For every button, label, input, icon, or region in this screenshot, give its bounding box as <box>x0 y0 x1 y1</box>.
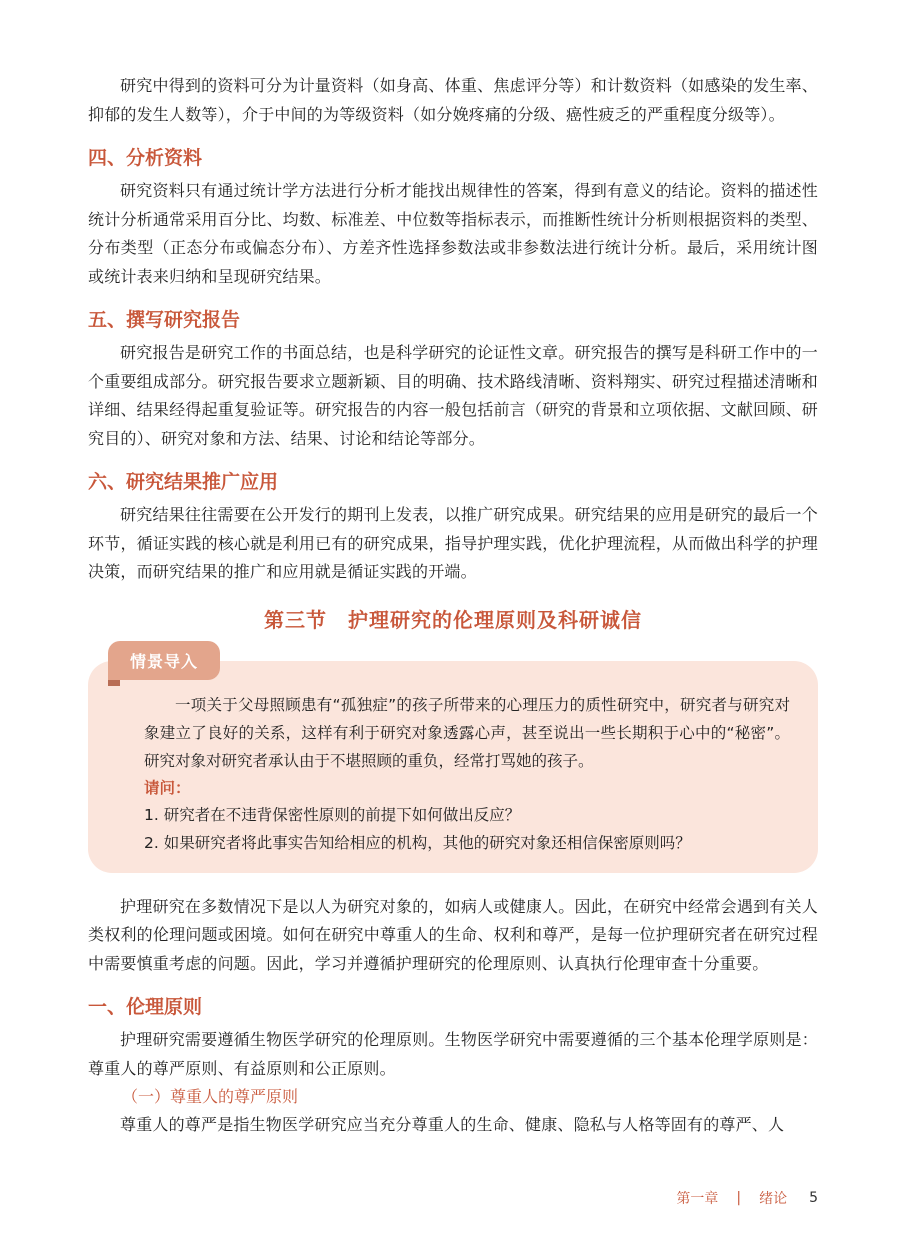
question-1: 1. 研究者在不违背保密性原则的前提下如何做出反应？ <box>144 805 521 824</box>
footer-chapter: 第一章 <box>676 1191 719 1207</box>
paragraph-ethics-principles: 护理研究需要遵循生物医学研究的伦理原则。生物医学研究中需要遵循的三个基本伦理学原则是：尊重人的尊严原则、有益原则和公正原则。 <box>88 1030 818 1078</box>
page-footer <box>676 1188 818 1208</box>
scenario-text: 一项关于父母照顾患有“孤独症”的孩子所带来的心理压力的质性研究中，研究者与研究对象建立了良好的关系，这样有利于研究对象透露心声，甚至说出一些长期积于心中的“秘密”。研究对象对研究者承认由于不堪照顾的重负，经常打骂她的孩子。 <box>144 695 790 770</box>
paragraph-ethics-intro: 护理研究在多数情况下是以人为研究对象的，如病人或健康人。因此，在研究中经常会遇到有关人类权利的伦理问题或困境。如何在研究中尊重人的生命、权利和尊严，是每一位护理研究者在研究过程中需要慎重考虑的问题。因此，学习并遵循护理研究的伦理原则、认真执行伦理审查十分重要。 <box>88 896 818 973</box>
scenario-tab: 情景导入 <box>108 641 220 680</box>
subheading-respect-dignity: （一）尊重人的尊严原则 <box>122 1087 299 1106</box>
heading-apply-results: 六、研究结果推广应用 <box>88 471 279 493</box>
question-label: 请问： <box>144 778 191 797</box>
heading-write-report: 五、撰写研究报告 <box>88 309 241 331</box>
paragraph-respect-dignity: 尊重人的尊严是指生物医学研究应当充分尊重人的生命、健康、隐私与人格等固有的尊严、人 <box>120 1115 785 1134</box>
heading-ethics-principles: 一、伦理原则 <box>88 996 203 1018</box>
section-title: 第三节 护理研究的伦理原则及科研诚信 <box>264 607 642 632</box>
paragraph-data-types: 研究中得到的资料可分为计量资料（如身高、体重、焦虑评分等）和计数资料（如感染的发生率、抑郁的发生人数等），介于中间的为等级资料（如分娩疼痛的分级、癌性疲乏的严重程度分级等）。 <box>88 76 818 124</box>
paragraph-apply-results: 研究结果往往需要在公开发行的期刊上发表，以推广研究成果。研究结果的应用是研究的最后一个环节，循证实践的核心就是利用已有的研究成果，指导护理实践，优化护理流程，从而做出科学的护理决策，而研究结果的推广和应用就是循证实践的开端。 <box>88 505 818 581</box>
page-number: 5 <box>809 1190 818 1206</box>
question-2: 2. 如果研究者将此事实告知给相应的机构，其他的研究对象还相信保密原则吗？ <box>144 833 691 852</box>
footer-title: 绪论 <box>759 1191 788 1207</box>
paragraph-write-report: 研究报告是研究工作的书面总结，也是科学研究的论证性文章。研究报告的撰写是科研工作中的一个重要组成部分。研究报告要求立题新颖、目的明确、技术路线清晰、资料翔实、研究过程描述清晰和详细、结果经得起重复验证等。研究报告的内容一般包括前言（研究的背景和立项依据、文献回顾、研究目的）、研究对象和方法、结果、讨论和结论等部分。 <box>88 343 818 448</box>
page-content <box>88 72 818 1140</box>
footer-separator: | <box>736 1190 742 1206</box>
paragraph-analyze-data: 研究资料只有通过统计学方法进行分析才能找出规律性的答案，得到有意义的结论。资料的描述性统计分析通常采用百分比、均数、标准差、中位数等指标表示，而推断性统计分析则根据资料的类型、分布类型（正态分布或偏态分布）、方差齐性选择参数法或非参数法进行统计分析。最后，采用统计图或统计表来归纳和呈现研究结果。 <box>88 181 818 286</box>
scenario-box <box>88 651 818 873</box>
heading-analyze-data: 四、分析资料 <box>88 147 203 169</box>
